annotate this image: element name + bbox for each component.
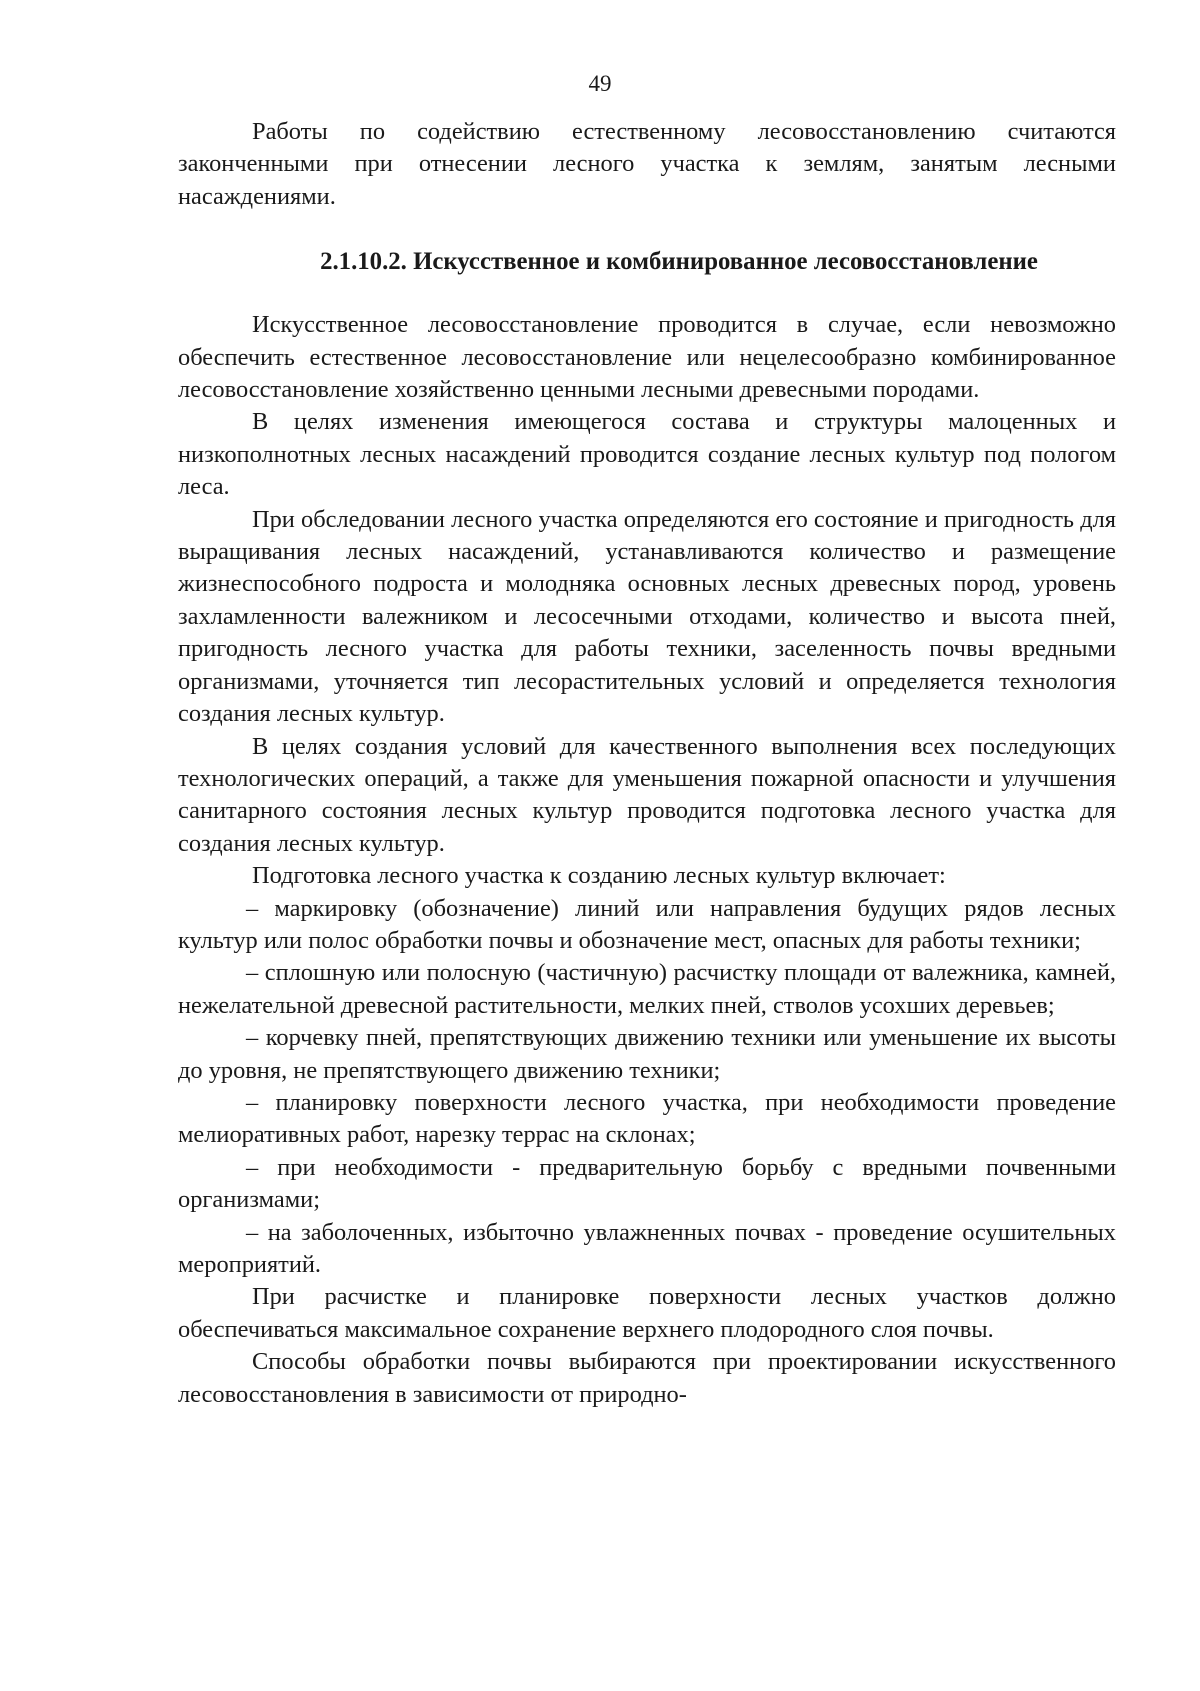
paragraph: При обследовании лесного участка определяются его состояние и пригодность для выращивания лесных насаждений, устанавливаются количество и размещение жизнеспособного подроста и молодняка основных лесных древесных пород, уровень захламленности валежником и лесосечными отходами, количество и высота пней, пригодность лесного участка для работы техники, заселенность почвы вредными организмами, уточняется тип лесорастительных условий и определяется технология создания лесных культур.: [178, 505, 1116, 728]
document-body: [178, 116, 1116, 1411]
section-heading: 2.1.10.2. Искусственное и комбинированное лесовосстановление: [320, 248, 1038, 276]
paragraph: Способы обработки почвы выбираются при проектировании искусственного лесовосстановления в зависимости от природно-: [178, 1348, 1116, 1408]
list-item: – корчевку пней, препятствующих движению техники или уменьшение их высоты до уровня, не препятствующего движению техники;: [178, 1024, 1116, 1084]
paragraph: В целях создания условий для качественного выполнения всех последующих технологических операций, а также для уменьшения пожарной опасности и улучшения санитарного состояния лесных культур проводится подготовка лесного участка для создания лесных культур.: [178, 732, 1116, 857]
list-item: – планировку поверхности лесного участка, при необходимости проведение мелиоративных работ, нарезку террас на склонах;: [178, 1088, 1116, 1149]
page-number: 49: [588, 71, 612, 96]
list-item: – при необходимости - предварительную борьбу с вредными почвенными организмами;: [178, 1153, 1116, 1214]
paragraph: При расчистке и планировке поверхности лесных участков должно обеспечиваться максимальное сохранение верхнего плодородного слоя почвы.: [178, 1283, 1116, 1343]
list-item: – маркировку (обозначение) линий или направления будущих рядов лесных культур или полос обработки почвы и обозначение мест, опасных для работы техники;: [178, 894, 1116, 954]
paragraph: Подготовка лесного участка к созданию лесных культур включает:: [252, 862, 946, 890]
intro-paragraph: Работы по содействию естественному лесовосстановлению считаются законченными при отнесении лесного участка к землям, занятым лесными насаждениями.: [178, 118, 1116, 210]
list-item: – на заболоченных, избыточно увлажненных почвах - проведение осушительных мероприятий.: [178, 1218, 1116, 1278]
list-item: – сплошную или полосную (частичную) расчистку площади от валежника, камней, нежелательной древесной растительности, мелких пней, стволов усохших деревьев;: [178, 959, 1116, 1019]
paragraph: В целях изменения имеющегося состава и структуры малоценных и низкополнотных лесных насаждений проводится создание лесных культур под пологом леса.: [178, 408, 1116, 501]
paragraph: Искусственное лесовосстановление проводится в случае, если невозможно обеспечить естественное лесовосстановление или нецелесообразно комбинированное лесовосстановление хозяйственно ценными лесными древесными породами.: [178, 311, 1116, 404]
